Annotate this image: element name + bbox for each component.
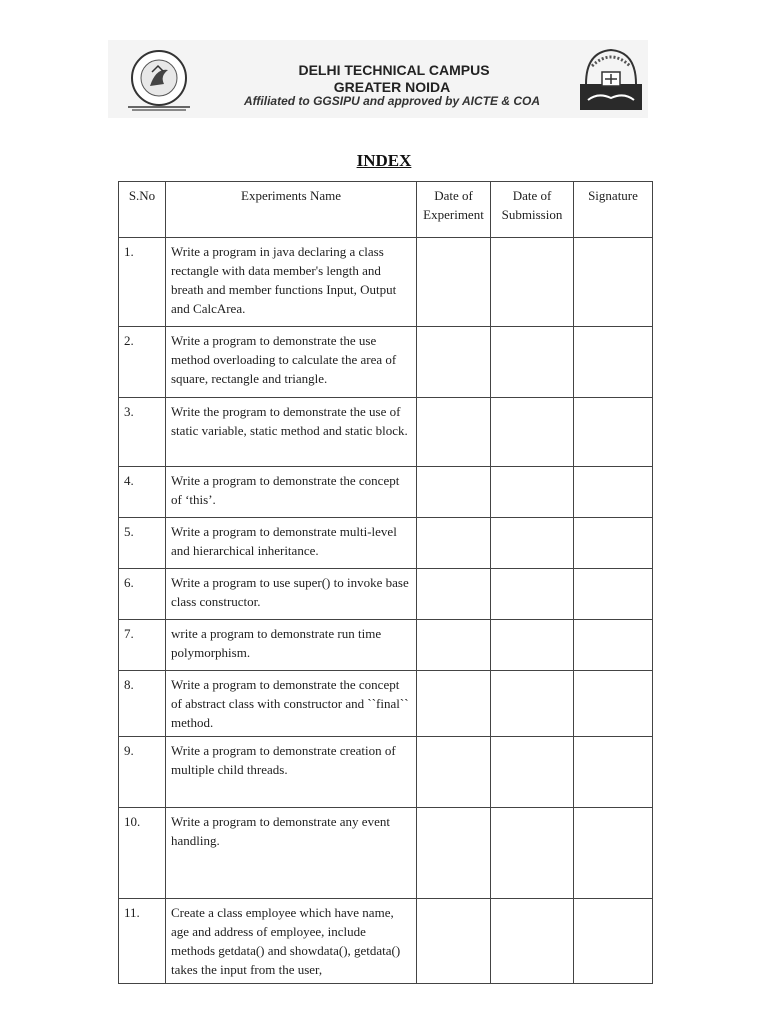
table-row [119, 569, 653, 620]
row-sno: 11. [119, 899, 166, 984]
table-row [119, 808, 653, 899]
row-signature [574, 671, 653, 737]
column-header-sno: S.No [119, 182, 166, 238]
table-row [119, 327, 653, 398]
row-sno: 10. [119, 808, 166, 899]
row-signature [574, 327, 653, 398]
table-row [119, 620, 653, 671]
table-row [119, 671, 653, 737]
table-row [119, 398, 653, 467]
college-affiliation: Affiliated to GGSIPU and approved by AICTE & COA [243, 94, 541, 108]
table-row [119, 737, 653, 808]
row-sno: 7. [119, 620, 166, 671]
row-date-of-experiment [417, 737, 491, 808]
row-signature [574, 737, 653, 808]
row-experiment-name: Write a program to demonstrate any event handling. [166, 808, 417, 899]
row-signature [574, 238, 653, 327]
row-signature [574, 569, 653, 620]
row-sno: 5. [119, 518, 166, 569]
table-row [119, 467, 653, 518]
row-signature [574, 467, 653, 518]
table-header-row [119, 182, 653, 238]
row-sno: 2. [119, 327, 166, 398]
row-date-of-submission [491, 238, 574, 327]
row-date-of-experiment [417, 518, 491, 569]
row-signature [574, 620, 653, 671]
row-date-of-experiment [417, 808, 491, 899]
column-header-signature: Signature [574, 182, 653, 238]
row-signature [574, 398, 653, 467]
college-city: GREATER NOIDA [333, 79, 451, 95]
row-date-of-submission [491, 620, 574, 671]
row-date-of-submission [491, 518, 574, 569]
row-date-of-experiment [417, 398, 491, 467]
row-experiment-name: Write a program to demonstrate the use method overloading to calculate the area of square, rectangle and triangle. [166, 327, 417, 398]
column-header-experiment-name: Experiments Name [166, 182, 417, 238]
row-date-of-submission [491, 327, 574, 398]
row-experiment-name: write a program to demonstrate run time polymorphism. [166, 620, 417, 671]
table-row [119, 238, 653, 327]
row-signature [574, 899, 653, 984]
row-date-of-submission [491, 569, 574, 620]
row-sno: 3. [119, 398, 166, 467]
row-date-of-experiment [417, 327, 491, 398]
table-row [119, 518, 653, 569]
row-experiment-name: Write a program to demonstrate the concept of abstract class with constructor and ``final`` method. [166, 671, 417, 737]
row-sno: 6. [119, 569, 166, 620]
college-name: DELHI TECHNICAL CAMPUS [298, 62, 490, 78]
row-experiment-name: Write a program to use super() to invoke base class constructor. [166, 569, 417, 620]
row-date-of-experiment [417, 620, 491, 671]
page-title: INDEX [356, 151, 412, 170]
row-date-of-submission [491, 671, 574, 737]
row-date-of-submission [491, 737, 574, 808]
row-date-of-experiment [417, 671, 491, 737]
column-header-date-of-experiment: Date of Experiment [417, 182, 491, 238]
row-sno: 9. [119, 737, 166, 808]
row-experiment-name: Write a program to demonstrate the concept of ‘this’. [166, 467, 417, 518]
row-experiment-name: Write a program in java declaring a class rectangle with data member's length and breath and member functions Input, Output and CalcArea. [166, 238, 417, 327]
column-header-date-of-submission: Date of Submission [491, 182, 574, 238]
table-row [119, 899, 653, 984]
row-date-of-submission [491, 467, 574, 518]
row-signature [574, 808, 653, 899]
row-date-of-experiment [417, 467, 491, 518]
row-experiment-name: Create a class employee which have name, age and address of employee, include methods getdata() and showdata(), getdata() takes the input from the user, [166, 899, 417, 984]
row-date-of-experiment [417, 569, 491, 620]
row-date-of-experiment [417, 899, 491, 984]
row-sno: 4. [119, 467, 166, 518]
row-signature [574, 518, 653, 569]
row-date-of-submission [491, 899, 574, 984]
index-table [118, 181, 653, 984]
row-experiment-name: Write a program to demonstrate creation of multiple child threads. [166, 737, 417, 808]
row-date-of-submission [491, 808, 574, 899]
row-sno: 8. [119, 671, 166, 737]
row-date-of-experiment [417, 238, 491, 327]
row-experiment-name: Write the program to demonstrate the use of static variable, static method and static block. [166, 398, 417, 467]
row-sno: 1. [119, 238, 166, 327]
row-experiment-name: Write a program to demonstrate multi-level and hierarchical inheritance. [166, 518, 417, 569]
row-date-of-submission [491, 398, 574, 467]
